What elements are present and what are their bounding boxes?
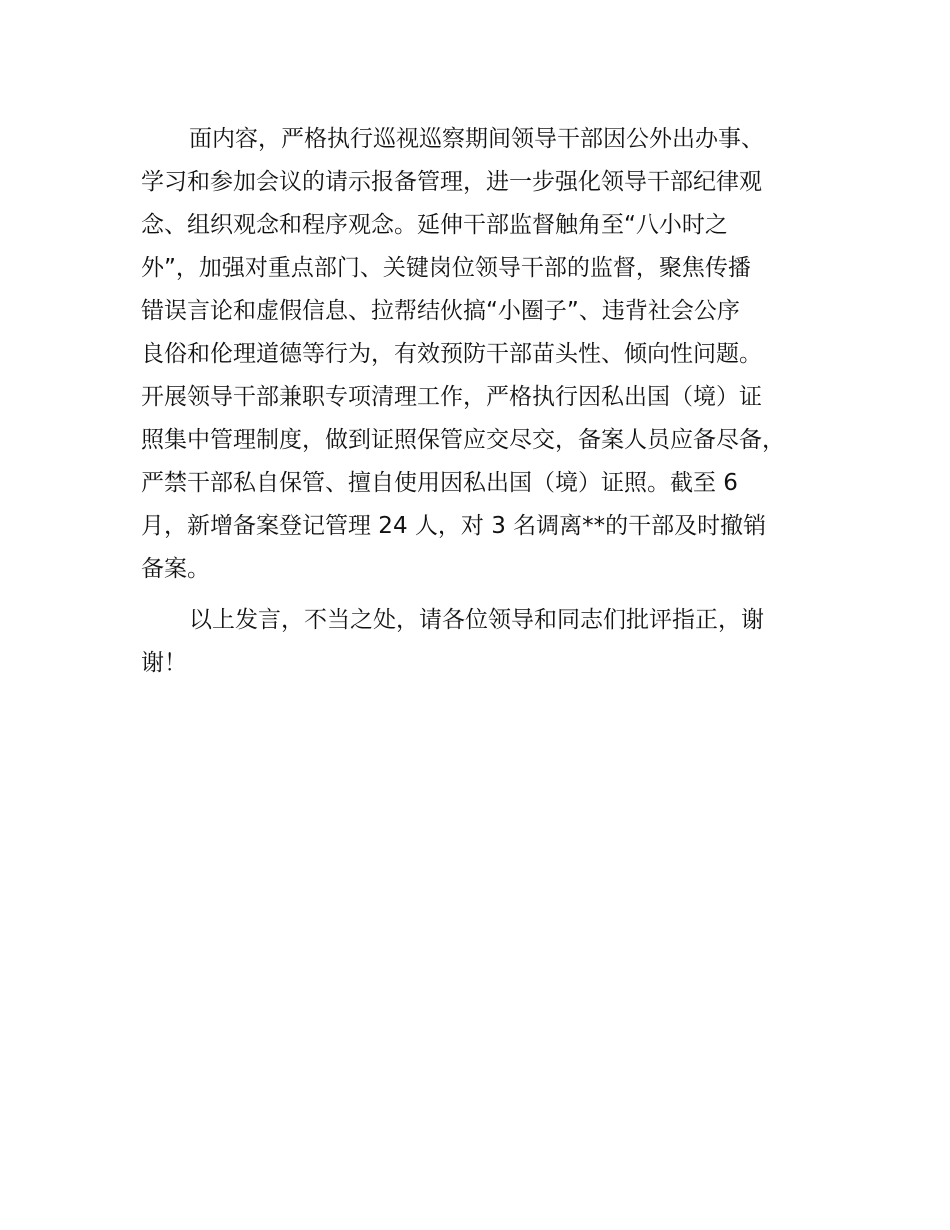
text-line: 以上发言，不当之处，请各位领导和同志们批评指正，谢 — [189, 607, 764, 633]
text-line: 良俗和伦理道德等行为，有效预防干部苗头性、倾向性问题。 — [141, 341, 762, 367]
text-line: 谢！ — [141, 650, 187, 676]
text-line: 外”，加强对重点部门、关键岗位领导干部的监督，聚焦传播 — [141, 255, 751, 281]
paragraph-supervision — [141, 118, 831, 591]
document-body — [141, 118, 831, 685]
text-line: 学习和参加会议的请示报备管理，进一步强化领导干部纪律观 — [141, 169, 762, 195]
text-line: 严禁干部私自保管、擅自使用因私出国（境）证照。截至 6 — [141, 470, 738, 496]
text-line: 月，新增备案登记管理 24 人，对 3 名调离**的干部及时撤销 — [141, 513, 767, 539]
paragraph-spacer — [141, 591, 831, 599]
text-line: 照集中管理制度，做到证照保管应交尽交，备案人员应备尽备， — [141, 427, 785, 453]
text-line: 备案。 — [141, 556, 210, 582]
text-line: 念、组织观念和程序观念。延伸干部监督触角至“八小时之 — [141, 212, 728, 238]
text-line: 错误言论和虚假信息、拉帮结伙搞“小圈子”、违背社会公序 — [141, 298, 740, 324]
text-line: 面内容，严格执行巡视巡察期间领导干部因公外出办事、 — [189, 126, 764, 152]
text-line: 开展领导干部兼职专项清理工作，严格执行因私出国（境）证 — [141, 384, 762, 410]
paragraph-closing — [141, 599, 831, 685]
